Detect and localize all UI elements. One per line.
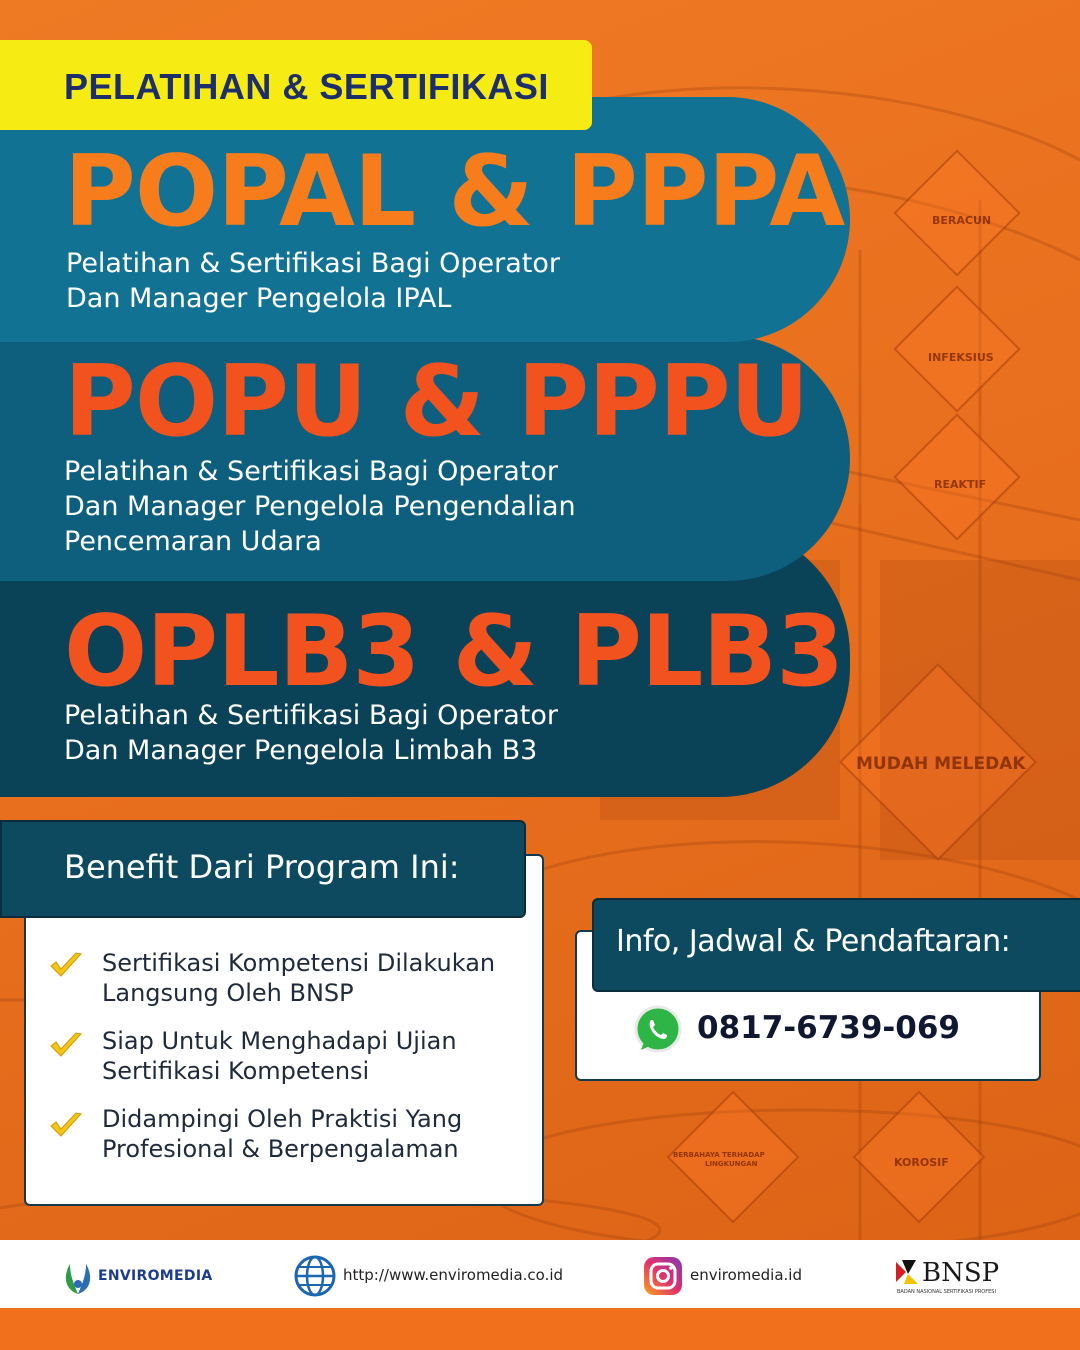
whatsapp-icon[interactable] (632, 1004, 684, 1056)
bnsp-subtitle: BADAN NASIONAL SERTIFIKASI PROFESI (897, 1289, 996, 1295)
benefit-line: Profesional & Berpengalaman (102, 1135, 459, 1163)
bnsp-logo-text: BNSP (922, 1258, 1000, 1288)
program-desc-line: Pencemaran Udara (64, 526, 322, 557)
benefit-line: Langsung Oleh BNSP (102, 979, 354, 1007)
hazard-label-korosif: KOROSIF (894, 1156, 949, 1169)
header-tag (0, 40, 592, 130)
instagram-handle[interactable]: enviromedia.id (690, 1266, 802, 1284)
instagram-icon (643, 1256, 683, 1296)
benefit-line: Siap Untuk Menghadapi Ujian (102, 1027, 457, 1055)
info-heading: Info, Jadwal & Pendaftaran: (616, 924, 1011, 959)
benefit-line: Sertifikasi Kompetensi (102, 1057, 370, 1085)
benefit-heading: Benefit Dari Program Ini: (64, 848, 460, 886)
benefit-heading-box (0, 820, 526, 918)
website-link[interactable]: http://www.enviromedia.co.id (343, 1266, 564, 1284)
program-title-popal: POPAL & PPPA (64, 135, 845, 249)
bnsp-logo-icon (894, 1258, 920, 1286)
benefit-item-2 (102, 1026, 457, 1086)
hazard-label-reaktif: REAKTIF (934, 478, 987, 491)
benefit-line: Didampingi Oleh Praktisi Yang (102, 1105, 463, 1133)
program-desc-line: Pelatihan & Sertifikasi Bagi Operator (64, 700, 559, 731)
program-desc-oplb3 (64, 698, 558, 768)
hazard-label-lingkungan: LINGKUNGAN (705, 1160, 758, 1168)
footer-bar (0, 1308, 1080, 1350)
globe-icon (293, 1254, 337, 1298)
program-title-oplb3: OPLB3 & PLB3 (64, 595, 844, 709)
phone-number[interactable]: 0817-6739-069 (697, 1010, 961, 1046)
benefit-item-1 (102, 948, 495, 1008)
hazard-label-beracun: BERACUN (932, 214, 992, 227)
benefit-line: Sertifikasi Kompetensi Dilakukan (102, 949, 496, 977)
program-desc-popu (64, 454, 576, 559)
header-tag-text: PELATIHAN & SERTIFIKASI (64, 66, 549, 107)
info-heading-box (592, 898, 1080, 992)
program-desc-line: Dan Manager Pengelola IPAL (66, 283, 452, 314)
program-desc-line: Dan Manager Pengelola Pengendalian (64, 491, 576, 522)
program-desc-line: Pelatihan & Sertifikasi Bagi Operator (66, 248, 561, 279)
program-title-popu: POPU & PPPU (64, 345, 809, 459)
check-icon (48, 1030, 84, 1060)
check-icon (48, 950, 84, 980)
brand-name: ENVIROMEDIA (98, 1268, 213, 1284)
enviromedia-logo-icon (60, 1256, 96, 1296)
hazard-label-mudah-meledak: MUDAH MELEDAK (856, 754, 1026, 774)
hazard-label-infeksius: INFEKSIUS (928, 351, 994, 364)
program-desc-line: Dan Manager Pengelola Limbah B3 (64, 735, 538, 766)
program-desc-line: Pelatihan & Sertifikasi Bagi Operator (64, 456, 559, 487)
hazard-label-berbahaya: BERBAHAYA TERHADAP (673, 1151, 765, 1159)
check-icon (48, 1110, 84, 1140)
program-desc-popal (66, 246, 560, 316)
benefit-item-3 (102, 1104, 462, 1164)
